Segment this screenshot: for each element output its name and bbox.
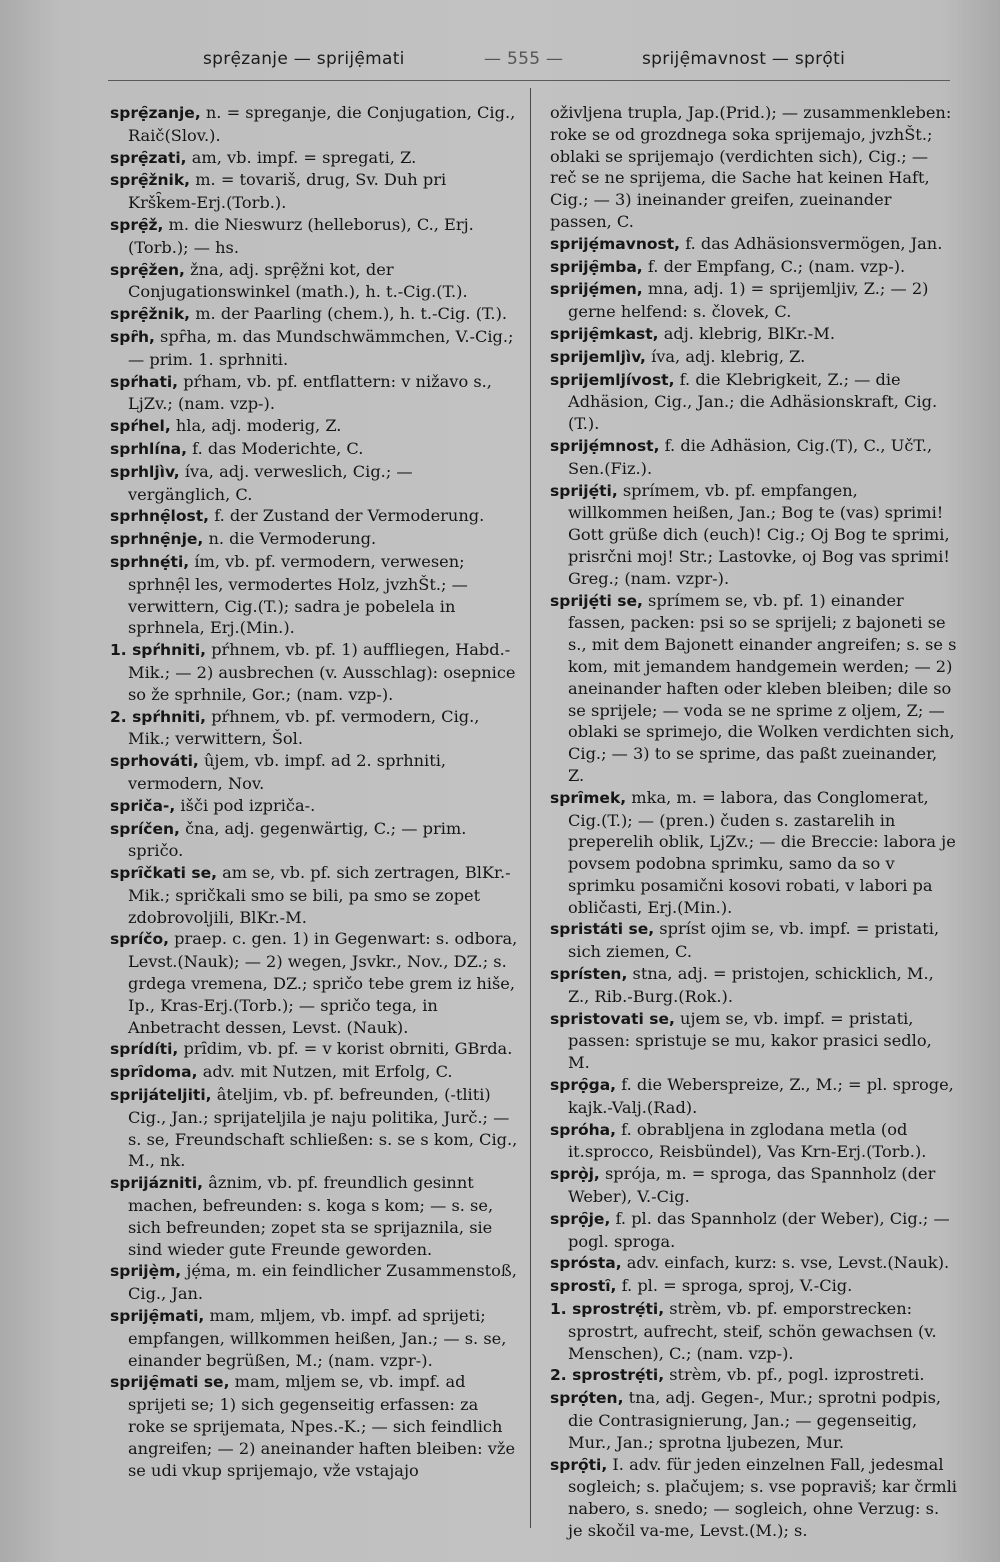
- dictionary-entry: [550, 590, 958, 787]
- dictionary-entry: [550, 102, 958, 233]
- entry-definition: f. das Adhäsionsvermögen, Jan.: [685, 233, 943, 253]
- entry-headword: sprijẹ́ti,: [550, 481, 618, 500]
- entry-headword: spŕhati,: [110, 372, 179, 391]
- entry-headword: sprhnẹ́ti,: [110, 552, 190, 571]
- entry-headword: sprijẹ̑mati,: [110, 1307, 205, 1326]
- header-left: sprẹ̑zanje — sprijẹ̑mati: [203, 49, 405, 69]
- dictionary-entry: [550, 1364, 958, 1387]
- entry-headword: sprhováti,: [110, 752, 199, 771]
- entry-headword: sprọ̑ti,: [550, 1455, 608, 1474]
- dictionary-entry: [550, 1119, 958, 1164]
- entry-headword: sprijẹ̑mba,: [550, 257, 643, 276]
- entry-headword: 1. sprostrẹ́ti,: [550, 1300, 665, 1319]
- entry-headword: sprẹ̑žnik,: [110, 305, 191, 324]
- running-header: [108, 46, 950, 74]
- column-divider: [530, 88, 531, 1528]
- entry-headword: sprȋmek,: [550, 788, 627, 807]
- entry-definition: am se, vb. pf. sich zertragen, BlKr.-Mik.; spričkali smo se bili, pa smo se zopet zdobrovoljili, BlKr.-M.: [128, 863, 511, 927]
- entry-headword: sprijẹ̑mati se,: [110, 1373, 230, 1392]
- entry-headword: sprȋčkati se,: [110, 864, 217, 883]
- dictionary-entry: [110, 1305, 518, 1371]
- entry-headword: sprijẹ́ti se,: [550, 591, 643, 610]
- dictionary-entry: [550, 1387, 958, 1453]
- dictionary-entry: [550, 233, 958, 256]
- dictionary-entry: [550, 256, 958, 279]
- dictionary-entry: [110, 259, 518, 304]
- dictionary-entry: [110, 1260, 518, 1305]
- entry-headword: sprọ̀j,: [550, 1165, 600, 1184]
- entry-definition: sprímem, vb. pf. empfangen, willkommen heißen, Jan.; Bog te (vas) sprimi! Gott grüße dich (euch)! Cig.; Oj Bog te sprimi, prisrčni moj! Str.; Lastovke, oj Bog vas sprimi! Greg.; (nam. vzpr-).: [568, 480, 950, 588]
- entry-definition: íva, adj. verweslich, Cig.; — vergänglich, C.: [128, 461, 413, 504]
- entry-headword: spríčen,: [110, 819, 180, 838]
- entry-definition: f. die Weberspreize, Z., M.; = pl. sproge, kajk.-Valj.(Rad).: [568, 1075, 954, 1117]
- dictionary-entry: [110, 795, 518, 818]
- dictionary-entry: [110, 1172, 518, 1260]
- entry-definition: oživljena trupla, Jap.(Prid.); — zusammenkleben: roke se od grozdnega soka sprijemajo, jvzhŠt.; oblaki se sprijemajo (verdichten sich), Cig.; — reč se ne sprijema, die Sache hat keinen Haft, Cig.; — 3) ineinander greifen, zueinander passen, C.: [550, 103, 952, 231]
- entry-definition: ûjem, vb. impf. ad 2. sprhniti, vermodern, Nov.: [128, 751, 447, 793]
- entry-definition: âznim, vb. pf. freundlich gesinnt machen, befreunden: s. koga s kom; — s. se, sich befreunden; zopet sta se sprijaznila, sie sind wieder gute Freunde geworden.: [128, 1173, 494, 1259]
- entry-definition: pŕham, vb. pf. entflattern: v nižavo s., LjZv.; (nam. vzp-).: [128, 371, 492, 414]
- entry-headword: sprísten,: [550, 965, 628, 984]
- entry-definition: adv. einfach, kurz: s. vse, Levst.(Nauk).: [626, 1253, 950, 1273]
- entry-definition: f. die Klebrigkeit, Z.; — die Adhäsion, Cig., Jan.; die Adhäsionskraft, Cig. (T.).: [568, 369, 938, 434]
- dictionary-entry: [550, 323, 958, 346]
- dictionary-entry: [110, 1371, 518, 1481]
- entry-headword: sprhnẹ̑nje,: [110, 530, 204, 549]
- entry-definition: prȋdim, vb. pf. = v korist obrniti, GBrda.: [183, 1039, 513, 1059]
- dictionary-entry: [110, 303, 518, 326]
- entry-definition: I. adv. für jeden einzelnen Fall, jedesmal sogleich; s. plačujem; s. vse popraviš; kar črmli nabero, s. snedo; — sogleich, ohne Verzug: s. je skočil va-me, Levst.(M.); s.: [568, 1454, 957, 1540]
- entry-headword: sprijẹ̀m,: [110, 1262, 182, 1281]
- dictionary-entry: [550, 787, 958, 919]
- entry-definition: am, vb. impf. = spregati, Z.: [191, 147, 417, 167]
- dictionary-entry: [110, 1061, 518, 1084]
- entry-definition: f. pl. das Spannholz (der Weber), Cig.; — pogl. sproga.: [568, 1208, 950, 1251]
- entry-headword: spróha,: [550, 1120, 616, 1139]
- dictionary-entry: [550, 346, 958, 369]
- dictionary-entry: [110, 169, 518, 214]
- entry-headword: sprẹ̑ž,: [110, 215, 164, 234]
- page-number: — 555 —: [484, 49, 564, 69]
- dictionary-entry: [110, 438, 518, 461]
- entry-headword: spristáti se,: [550, 920, 655, 939]
- entry-definition: n. die Vermoderung.: [208, 529, 377, 549]
- dictionary-entry: [110, 326, 518, 371]
- entry-definition: spríst ojim se, vb. impf. = pristati, sich ziemen, C.: [568, 919, 940, 962]
- entry-definition: âteljim, vb. pf. befreunden, (-tliti) Cig., Jan.; sprijateljila je naju politika, Jurč.; — s. se, Freundschaft schließen: s. se s kom, Cig., M., nk.: [128, 1085, 518, 1171]
- dictionary-entry: [110, 706, 518, 751]
- dictionary-entry: [550, 1074, 958, 1119]
- dictionary-entry: [550, 1454, 958, 1542]
- entry-headword: sprostȋ,: [550, 1277, 617, 1296]
- entry-headword: sprẹ̑žnik,: [110, 171, 191, 190]
- entry-definition: adj. klebrig, BlKr.-M.: [663, 323, 835, 343]
- dictionary-entry: [550, 1008, 958, 1074]
- entry-definition: f. der Empfang, C.; (nam. vzp-).: [647, 256, 906, 276]
- entry-headword: 1. spŕhniti,: [110, 641, 207, 660]
- entry-definition: f. pl. = sproga, sproj, V.-Cig.: [621, 1276, 853, 1296]
- entry-headword: sprẹ̑zati,: [110, 148, 187, 167]
- entry-definition: strèm, vb. pf. emporstrecken: sprostrt, aufrecht, steif, schön gewachsen (v. Menschen), C.; (nam. vzp-).: [568, 1299, 937, 1363]
- entry-headword: sprósta,: [550, 1254, 622, 1273]
- dictionary-entry: [550, 369, 958, 435]
- entry-headword: sprȋdoma,: [110, 1063, 198, 1082]
- dictionary-entry: [110, 102, 518, 147]
- entry-headword: spriča-,: [110, 796, 176, 815]
- dictionary-entry: [110, 928, 518, 1038]
- dictionary-entry: [110, 214, 518, 259]
- entry-headword: spristovati se,: [550, 1009, 675, 1028]
- entry-definition: mam, mljem, vb. impf. ad sprijeti; empfangen, willkommen heißen, Jan.; — s. se, einander begrüßen, M.; (nam. vzpr-).: [128, 1306, 507, 1370]
- entry-headword: sprẹ̑žen,: [110, 260, 185, 279]
- entry-definition: n. = spreganje, die Conjugation, Cig., Raič(Slov.).: [128, 103, 516, 145]
- header-rule: [108, 80, 950, 81]
- entry-headword: sprijẹ̑mkast,: [550, 324, 659, 343]
- entry-definition: f. der Zustand der Vermoderung.: [214, 506, 485, 526]
- dictionary-entry: [110, 750, 518, 795]
- dictionary-entry: [550, 435, 958, 480]
- entry-definition: sprímem se, vb. pf. 1) einander fassen, packen: psi so se sprijeli; z bajoneti se s., mit dem Bajonett einander angreifen; s. se s kom, mit jemandem handgemein werden; — 2) aneinander haften oder kleben bleiben; dile so se sprijele; — voda se ne sprime z oljem, Z; — oblaki se sprimejo, die Wolken verdichten sich, Cig.; — 3) to se sprime, das paßt zueinander, Z.: [568, 590, 957, 785]
- entry-headword: sprhljìv,: [110, 462, 180, 481]
- entry-definition: íva, adj. klebrig, Z.: [651, 346, 806, 366]
- entry-definition: f. das Moderichte, C.: [192, 438, 364, 458]
- entry-definition: m. die Nieswurz (helleborus), C., Erj. (Torb.); — hs.: [128, 214, 474, 257]
- entry-definition: f. die Adhäsion, Cig.(T), C., UčT., Sen.(Fiz.).: [568, 435, 933, 478]
- dictionary-entry: [550, 918, 958, 963]
- dictionary-entry: [110, 818, 518, 863]
- dictionary-entry: [110, 551, 518, 639]
- dictionary-entry: [550, 1252, 958, 1275]
- entry-definition: mka, m. = labora, das Conglomerat, Cig.(T.); — (pren.) čuden s. zastarelih in preperelih oblik, LjZv.; — die Breccie: labora je povsem podobna sprimku, samo da so v sprimku posamični kosovi robati, v labori pa obličasti, Erj.(Min.).: [568, 787, 956, 917]
- entry-headword: sprijemljìv,: [550, 347, 646, 366]
- entry-definition: ujem se, vb. impf. = pristati, passen: spristuje se mu, kakor prasici sedlo, M.: [568, 1008, 932, 1073]
- entry-headword: sprijáteljiti,: [110, 1086, 212, 1105]
- entry-definition: pŕhnem, vb. pf. vermodern, Cig., Mik.; verwittern, Šol.: [128, 706, 480, 749]
- entry-definition: mna, adj. 1) = sprijemljiv, Z.; — 2) gerne helfend: s. človek, C.: [568, 279, 929, 322]
- entry-headword: spŕhel,: [110, 417, 171, 436]
- dictionary-entry: [110, 505, 518, 528]
- dictionary-entry: [550, 1163, 958, 1208]
- entry-definition: mam, mljem se, vb. impf. ad sprijeti se; 1) sich gegenseitig erfassen: za roke se sprijemata, Npes.-K.; — sich feindlich angreifen; — 2) aneinander haften bleiben: vže se udi vkup sprijemajo, vže vstajajo: [128, 1372, 516, 1480]
- entry-definition: ím, vb. pf. vermodern, verwesen; sprhnẹ̑l les, vermodertes Holz, jvzhŠt.; — verwittern, Cig.(T.); sadra je pobelela in sprhnela, Erj.(Min.).: [128, 551, 468, 638]
- entry-headword: sprhlína,: [110, 439, 188, 458]
- entry-headword: 2. spŕhniti,: [110, 707, 207, 726]
- entry-headword: sprijẹ́men,: [550, 280, 643, 299]
- entry-headword: sprọ̑ga,: [550, 1076, 617, 1095]
- dictionary-entry: [550, 1298, 958, 1364]
- entry-headword: sprẹ̑zanje,: [110, 104, 201, 122]
- entry-definition: čna, adj. gegenwärtig, C.; — prim. spričo.: [128, 818, 467, 861]
- dictionary-entry: [550, 480, 958, 590]
- entry-headword: sprijẹ́mavnost,: [550, 234, 681, 253]
- entry-headword: sprọ́ten,: [550, 1389, 624, 1408]
- entry-definition: m. der Paarling (chem.), h. t.-Cig. (T.).: [195, 304, 508, 324]
- entry-headword: 2. sprostrẹ́ti,: [550, 1366, 665, 1385]
- entry-headword: sprijázniti,: [110, 1174, 204, 1193]
- dictionary-entry: [110, 862, 518, 928]
- dictionary-entry: [550, 1208, 958, 1253]
- entry-definition: adv. mit Nutzen, mit Erfolg, C.: [202, 1062, 453, 1082]
- entry-definition: išči pod izpriča-.: [180, 795, 316, 815]
- entry-definition: tna, adj. Gegen-, Mur.; sprotni podpis, die Contrasignierung, Jan.; — gegenseitig, Mur., Jan.; sprotna ljubezen, Mur.: [568, 1388, 942, 1452]
- entry-definition: strèm, vb. pf., pogl. izprostreti.: [669, 1365, 925, 1385]
- entry-headword: spríčo,: [110, 930, 170, 949]
- entry-definition: spȓha, m. das Mundschwämmchen, V.-Cig.; — prim. 1. sprhniti.: [128, 326, 514, 369]
- entry-headword: sprídíti,: [110, 1040, 179, 1059]
- entry-headword: sprọ̑je,: [550, 1209, 611, 1228]
- entry-definition: žna, adj. sprẹ̑žni kot, der Conjugationswinkel (math.), h. t.-Cig.(T.).: [128, 259, 468, 302]
- dictionary-entry: [550, 278, 958, 323]
- dictionary-entry: [110, 461, 518, 506]
- dictionary-entry: [550, 963, 958, 1008]
- dictionary-entry: [110, 1084, 518, 1172]
- dictionary-entry: [110, 147, 518, 170]
- entry-definition: sprója, m. = sproga, das Spannholz (der Weber), V.-Cig.: [568, 1164, 936, 1207]
- right-column: [550, 102, 958, 1542]
- dictionary-entry: [110, 639, 518, 705]
- entry-definition: f. obrabljena in zglodana metla (od it.sprocco, Reisbündel), Vas Krn-Erj.(Torb.).: [568, 1119, 927, 1162]
- entry-definition: praep. c. gen. 1) in Gegenwart: s. odbora, Levst.(Nauk); — 2) wegen, Jsvkr., Nov., DZ.; s. grdega vremena, DZ.; spričo tebe grem iz hiše, Ip., Kras-Erj.(Torb.); — spričo tega, in Anbetracht dessen, Levst. (Nauk).: [128, 929, 518, 1037]
- entry-definition: jẹ́ma, m. ein feindlicher Zusammenstoß, Cig., Jan.: [128, 1261, 517, 1304]
- entry-definition: hla, adj. moderig, Z.: [175, 416, 342, 436]
- dictionary-entry: [110, 415, 518, 438]
- header-right: sprijẹ̑mavnost — sprọ̑ti: [642, 49, 846, 69]
- entry-definition: stna, adj. = pristojen, schicklich, M., Z., Rib.-Burg.(Rok.).: [568, 964, 934, 1006]
- entry-headword: spȓh,: [110, 327, 155, 346]
- dictionary-entry: [110, 1038, 518, 1061]
- entry-headword: sprijẹ́mnost,: [550, 436, 660, 455]
- dictionary-entry: [110, 371, 518, 416]
- dictionary-entry: [110, 528, 518, 551]
- entry-headword: sprijemljívost,: [550, 370, 675, 389]
- entry-definition: m. = tovariš, drug, Sv. Duh pri Kršk̑em-Erj.(Torb.).: [128, 170, 447, 213]
- entry-headword: sprhnẹ̑lost,: [110, 507, 210, 526]
- entry-definition: pŕhnem, vb. pf. 1) auffliegen, Habd.-Mik.; — 2) ausbrechen (v. Ausschlag): osepnice so že sprhnile, Gor.; (nam. vzp-).: [128, 640, 516, 704]
- left-column: [110, 102, 518, 1481]
- dictionary-entry: [550, 1275, 958, 1298]
